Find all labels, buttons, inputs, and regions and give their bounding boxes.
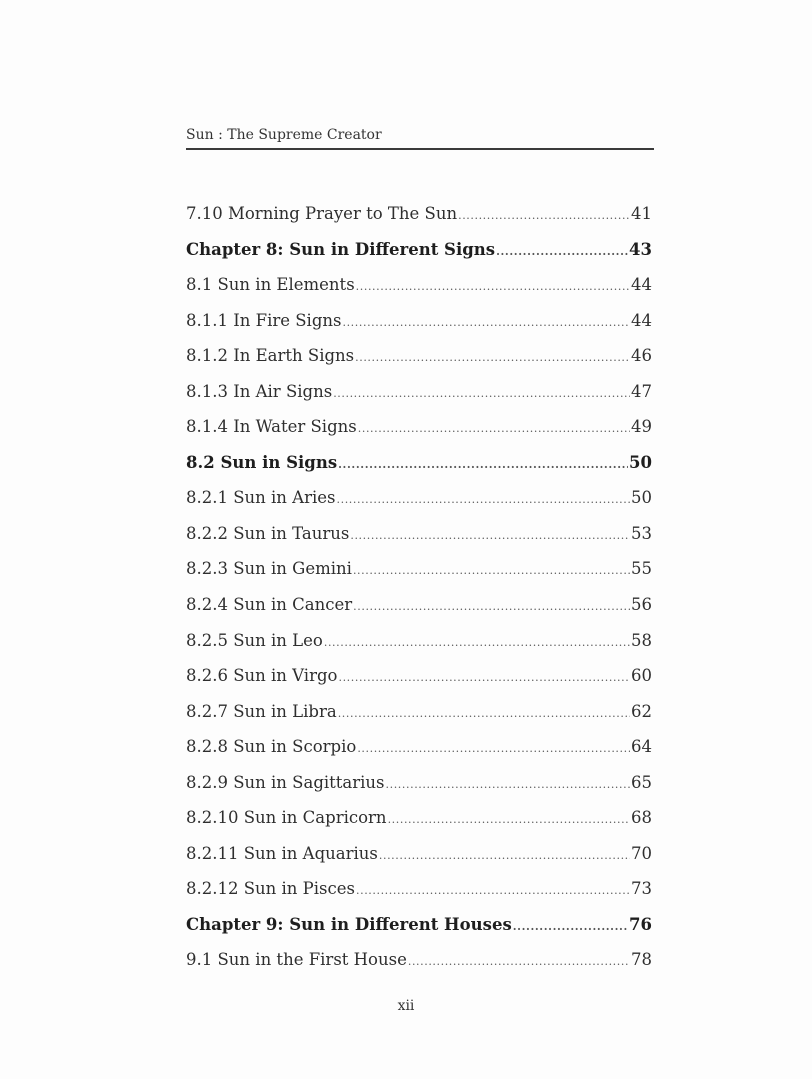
toc-entry-title: 8.2.1 Sun in Aries bbox=[186, 488, 336, 508]
toc-chapter-entry bbox=[186, 445, 652, 481]
dot-leader bbox=[513, 907, 628, 945]
toc-entry bbox=[186, 551, 652, 587]
dot-leader bbox=[496, 232, 628, 270]
toc-entry-title: 7.10 Morning Prayer to The Sun bbox=[186, 204, 458, 223]
toc-entry-title: 8.2.4 Sun in Cancer bbox=[186, 595, 353, 615]
toc-entry-page-number: 44 bbox=[631, 275, 652, 295]
dot-leader bbox=[338, 445, 628, 483]
dot-leader bbox=[388, 800, 630, 838]
dot-leader bbox=[338, 658, 630, 696]
toc-entry-title: 8.1 Sun in Elements bbox=[186, 275, 355, 295]
toc-entry-page-number: 47 bbox=[631, 381, 652, 401]
toc-entry bbox=[186, 658, 652, 694]
dot-leader bbox=[356, 267, 630, 305]
toc-entry bbox=[186, 765, 652, 801]
toc-entry-title: 8.1.2 In Earth Signs bbox=[186, 346, 355, 366]
toc-entry-title: 8.1.3 In Air Signs bbox=[186, 381, 333, 401]
toc-entry bbox=[186, 871, 652, 907]
toc-entry-title: 9.1 Sun in the First House bbox=[186, 950, 407, 970]
toc-entry-page-number: 73 bbox=[631, 879, 652, 899]
toc-entry-title: 8.2.7 Sun in Libra bbox=[186, 701, 337, 721]
toc-entry-page-number: 62 bbox=[631, 701, 652, 721]
toc-entry bbox=[186, 267, 652, 303]
toc-entry-page-number: 68 bbox=[631, 808, 652, 828]
dot-leader bbox=[356, 871, 630, 909]
toc-entry-page-number: 50 bbox=[631, 488, 652, 508]
toc-entry-page-number: 46 bbox=[631, 346, 652, 366]
table-of-contents bbox=[186, 196, 652, 978]
dot-leader bbox=[350, 516, 630, 554]
dot-leader bbox=[458, 196, 630, 234]
toc-entry-page-number: 56 bbox=[631, 595, 652, 615]
toc-entry-page-number: 64 bbox=[631, 737, 652, 757]
toc-entry-title: 8.1.1 In Fire Signs bbox=[186, 310, 342, 330]
dot-leader bbox=[408, 942, 630, 980]
toc-entry-page-number: 65 bbox=[631, 772, 652, 792]
dot-leader bbox=[357, 729, 630, 767]
toc-entry-title: 8.2.12 Sun in Pisces bbox=[186, 879, 355, 899]
toc-entry-page-number: 58 bbox=[631, 630, 652, 650]
dot-leader bbox=[353, 587, 630, 625]
toc-entry-title: 8.2.11 Sun in Aquarius bbox=[186, 843, 378, 863]
toc-entry bbox=[186, 836, 652, 872]
toc-entry-page-number: 60 bbox=[631, 666, 652, 686]
dot-leader bbox=[338, 694, 630, 732]
toc-entry-title: 8.2.8 Sun in Scorpio bbox=[186, 737, 357, 757]
dot-leader bbox=[379, 836, 630, 874]
toc-entry-title: Chapter 9: Sun in Different Houses bbox=[186, 914, 512, 934]
toc-entry bbox=[186, 196, 652, 232]
toc-entry-title: 8.1.4 In Water Signs bbox=[186, 417, 357, 437]
running-head: Sun : The Supreme Creator bbox=[186, 126, 654, 150]
toc-entry-page-number: 55 bbox=[631, 559, 652, 579]
dot-leader bbox=[333, 374, 630, 412]
toc-chapter-entry bbox=[186, 232, 652, 268]
toc-entry bbox=[186, 587, 652, 623]
toc-entry-page-number: 41 bbox=[631, 204, 652, 223]
dot-leader bbox=[353, 551, 630, 589]
toc-entry-title: 8.2.2 Sun in Taurus bbox=[186, 523, 350, 543]
toc-entry bbox=[186, 942, 652, 978]
toc-entry bbox=[186, 694, 652, 730]
toc-entry bbox=[186, 516, 652, 552]
page-number: xii bbox=[397, 998, 415, 1014]
toc-entry bbox=[186, 338, 652, 374]
toc-entry bbox=[186, 303, 652, 339]
dot-leader bbox=[342, 303, 630, 341]
dot-leader bbox=[386, 765, 630, 803]
toc-entry-title: 8.2.10 Sun in Capricorn bbox=[186, 808, 387, 828]
toc-entry bbox=[186, 800, 652, 836]
toc-entry-title: 8.2.3 Sun in Gemini bbox=[186, 559, 352, 579]
toc-entry-page-number: 43 bbox=[629, 239, 652, 259]
toc-entry-page-number: 44 bbox=[631, 310, 652, 330]
toc-entry-title: 8.2.6 Sun in Virgo bbox=[186, 666, 338, 686]
dot-leader bbox=[337, 480, 631, 518]
dot-leader bbox=[355, 338, 630, 376]
toc-entry-page-number: 49 bbox=[631, 417, 652, 437]
toc-entry bbox=[186, 409, 652, 445]
toc-entry-page-number: 53 bbox=[631, 523, 652, 543]
toc-entry bbox=[186, 623, 652, 659]
toc-entry-title: Chapter 8: Sun in Different Signs bbox=[186, 239, 496, 259]
toc-entry-page-number: 76 bbox=[629, 914, 652, 934]
dot-leader bbox=[358, 409, 630, 447]
toc-entry-page-number: 70 bbox=[631, 843, 652, 863]
toc-entry bbox=[186, 729, 652, 765]
toc-entry bbox=[186, 480, 652, 516]
toc-chapter-entry bbox=[186, 907, 652, 943]
toc-entry-title: 8.2 Sun in Signs bbox=[186, 452, 338, 472]
toc-entry-title: 8.2.5 Sun in Leo bbox=[186, 630, 323, 650]
toc-entry bbox=[186, 374, 652, 410]
toc-entry-page-number: 78 bbox=[631, 950, 652, 970]
toc-entry-page-number: 50 bbox=[629, 452, 652, 472]
toc-entry-title: 8.2.9 Sun in Sagittarius bbox=[186, 772, 385, 792]
dot-leader bbox=[324, 623, 630, 661]
